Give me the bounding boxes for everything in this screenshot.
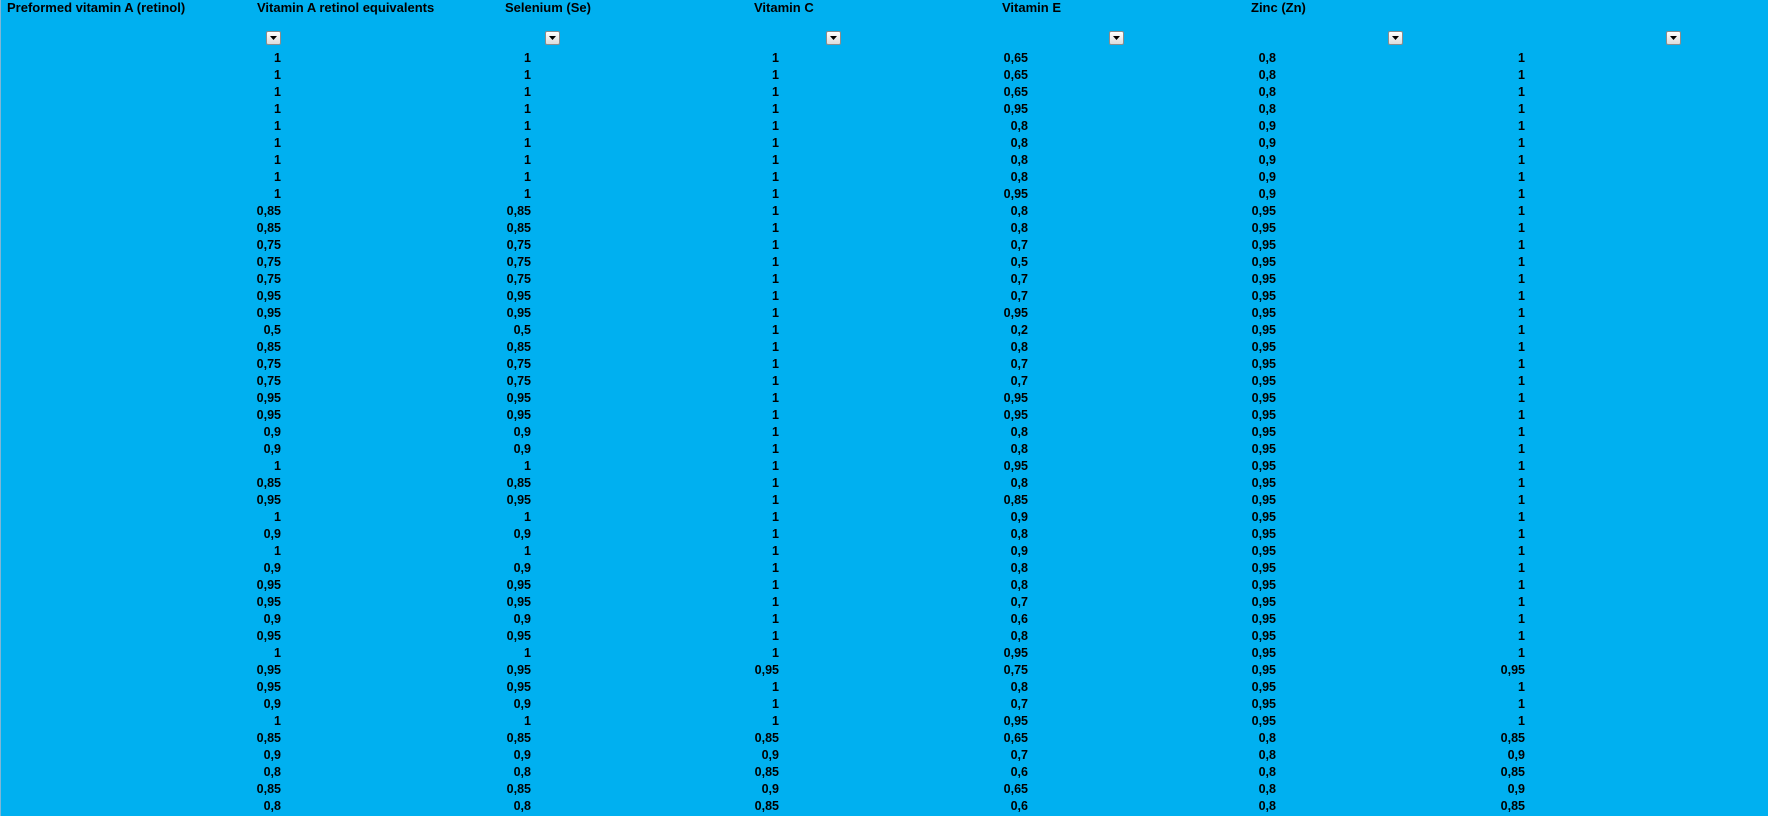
table-cell[interactable]: 0,8 (1010, 153, 1028, 167)
table-cell[interactable]: 0,85 (256, 221, 281, 235)
table-cell[interactable]: 1 (1518, 714, 1525, 728)
table-cell[interactable]: 1 (274, 510, 281, 524)
table-cell[interactable]: 1 (524, 510, 531, 524)
table-cell[interactable]: 0,85 (256, 731, 281, 745)
table-cell[interactable]: 1 (274, 119, 281, 133)
table-cell[interactable]: 1 (1518, 153, 1525, 167)
table-cell[interactable]: 0,95 (1003, 102, 1028, 116)
filter-dropdown-button[interactable] (1666, 31, 1681, 45)
table-cell[interactable]: 0,9 (1258, 119, 1276, 133)
table-cell[interactable]: 1 (1518, 391, 1525, 405)
table-cell[interactable]: 0,95 (1251, 408, 1276, 422)
table-cell[interactable]: 0,9 (513, 612, 531, 626)
table-cell[interactable]: 1 (524, 136, 531, 150)
table-cell[interactable]: 1 (524, 153, 531, 167)
table-cell[interactable]: 0,95 (1251, 238, 1276, 252)
table-cell[interactable]: 1 (1518, 629, 1525, 643)
table-cell[interactable]: 0,8 (1010, 425, 1028, 439)
table-cell[interactable]: 0,95 (1251, 697, 1276, 711)
table-cell[interactable]: 1 (772, 238, 779, 252)
table-cell[interactable]: 1 (1518, 323, 1525, 337)
table-cell[interactable]: 0,95 (1003, 391, 1028, 405)
table-cell[interactable]: 1 (1518, 374, 1525, 388)
table-cell[interactable]: 1 (1518, 51, 1525, 65)
table-cell[interactable]: 0,95 (256, 629, 281, 643)
table-cell[interactable]: 1 (1518, 493, 1525, 507)
table-cell[interactable]: 1 (772, 51, 779, 65)
table-cell[interactable]: 0,8 (263, 799, 281, 813)
table-cell[interactable]: 0,85 (1500, 731, 1525, 745)
table-cell[interactable]: 0,95 (506, 289, 531, 303)
table-cell[interactable]: 0,8 (1010, 136, 1028, 150)
table-cell[interactable]: 1 (1518, 527, 1525, 541)
table-cell[interactable]: 0,95 (1251, 340, 1276, 354)
table-cell[interactable]: 0,95 (1251, 374, 1276, 388)
table-cell[interactable]: 0,2 (1010, 323, 1028, 337)
table-cell[interactable]: 0,75 (256, 255, 281, 269)
table-cell[interactable]: 0,95 (1003, 646, 1028, 660)
table-cell[interactable]: 1 (772, 561, 779, 575)
table-cell[interactable]: 0,95 (256, 408, 281, 422)
table-cell[interactable]: 1 (772, 306, 779, 320)
table-cell[interactable]: 0,9 (263, 697, 281, 711)
table-cell[interactable]: 0,75 (506, 357, 531, 371)
table-cell[interactable]: 0,95 (1003, 187, 1028, 201)
table-cell[interactable]: 0,95 (1500, 663, 1525, 677)
column-cells (499, 50, 779, 815)
table-cell[interactable]: 1 (772, 170, 779, 184)
table-cell[interactable]: 1 (274, 714, 281, 728)
column-cells (748, 50, 1028, 815)
table-cell[interactable]: 0,85 (256, 476, 281, 490)
table-cell[interactable]: 0,9 (1010, 510, 1028, 524)
table-cell[interactable]: 0,8 (1010, 119, 1028, 133)
table-cell[interactable]: 1 (772, 85, 779, 99)
table-cell[interactable]: 0,95 (1251, 544, 1276, 558)
table-cell[interactable]: 0,8 (1010, 340, 1028, 354)
table-cell[interactable]: 0,9 (1507, 782, 1525, 796)
table-cell[interactable]: 1 (772, 476, 779, 490)
column-header[interactable]: Vitamin C (754, 0, 814, 15)
table-cell[interactable]: 0,5 (1010, 255, 1028, 269)
table-cell[interactable]: 0,95 (506, 306, 531, 320)
table-cell[interactable]: 1 (1518, 102, 1525, 116)
table-cell[interactable]: 1 (524, 544, 531, 558)
table-cell[interactable]: 1 (274, 51, 281, 65)
table-cell[interactable]: 1 (524, 119, 531, 133)
table-cell[interactable]: 1 (772, 153, 779, 167)
table-cell[interactable]: 0,75 (256, 238, 281, 252)
table-cell[interactable]: 0,95 (1251, 510, 1276, 524)
table-cell[interactable]: 1 (274, 646, 281, 660)
table-cell[interactable]: 0,95 (1251, 629, 1276, 643)
table-cell[interactable]: 0,8 (1010, 442, 1028, 456)
table-cell[interactable]: 0,75 (1003, 663, 1028, 677)
table-cell[interactable]: 1 (1518, 255, 1525, 269)
table-cell[interactable]: 0,85 (754, 731, 779, 745)
table-cell[interactable]: 0,75 (256, 374, 281, 388)
table-cell[interactable]: 0,95 (1251, 204, 1276, 218)
table-cell[interactable]: 0,95 (1251, 646, 1276, 660)
table-cell[interactable]: 0,95 (1251, 357, 1276, 371)
table-cell[interactable]: 0,95 (1251, 527, 1276, 541)
table-cell[interactable]: 0,5 (513, 323, 531, 337)
table-cell[interactable]: 0,95 (506, 493, 531, 507)
table-cell[interactable]: 1 (772, 272, 779, 286)
table-cell[interactable]: 0,7 (1010, 289, 1028, 303)
table-cell[interactable]: 1 (1518, 442, 1525, 456)
table-cell[interactable]: 1 (1518, 357, 1525, 371)
table-cell[interactable]: 0,9 (513, 561, 531, 575)
table-cell[interactable]: 0,8 (1010, 204, 1028, 218)
table-cell[interactable]: 0,75 (256, 357, 281, 371)
table-cell[interactable]: 0,9 (513, 425, 531, 439)
table-cell[interactable]: 0,9 (263, 527, 281, 541)
column-cells (1, 50, 281, 815)
table-cell[interactable]: 1 (274, 187, 281, 201)
table-cell[interactable]: 0,8 (1258, 51, 1276, 65)
table-cell[interactable]: 1 (1518, 697, 1525, 711)
table-cell[interactable]: 0,85 (506, 221, 531, 235)
chevron-down-icon (1670, 36, 1677, 41)
table-cell[interactable]: 1 (524, 170, 531, 184)
table-cell[interactable]: 0,65 (1003, 51, 1028, 65)
table-cell[interactable]: 1 (1518, 85, 1525, 99)
table-cell[interactable]: 1 (772, 340, 779, 354)
table-cell[interactable]: 0,9 (263, 442, 281, 456)
table-cell[interactable]: 1 (772, 374, 779, 388)
table-cell[interactable]: 0,8 (1010, 561, 1028, 575)
table-cell[interactable]: 0,95 (1251, 459, 1276, 473)
table-cell[interactable]: 1 (772, 510, 779, 524)
table-cell[interactable]: 1 (772, 493, 779, 507)
table-cell[interactable]: 0,7 (1010, 697, 1028, 711)
table-cell[interactable]: 1 (524, 646, 531, 660)
table-cell[interactable]: 0,8 (1258, 85, 1276, 99)
table-cell[interactable]: 1 (772, 221, 779, 235)
table-cell[interactable]: 0,85 (256, 204, 281, 218)
table-cell[interactable]: 1 (772, 68, 779, 82)
table-cell[interactable]: 1 (772, 595, 779, 609)
table-cell[interactable]: 0,95 (1251, 612, 1276, 626)
table-cell[interactable]: 1 (772, 408, 779, 422)
table-cell[interactable]: 0,8 (1258, 68, 1276, 82)
table-cell[interactable]: 1 (772, 102, 779, 116)
table-cell[interactable]: 0,6 (1010, 765, 1028, 779)
table-cell[interactable]: 0,95 (256, 306, 281, 320)
table-cell[interactable]: 0,95 (1251, 578, 1276, 592)
table-cell[interactable]: 0,85 (1003, 493, 1028, 507)
table-cell[interactable]: 0,95 (1003, 408, 1028, 422)
table-cell[interactable]: 0,85 (506, 340, 531, 354)
table-cell[interactable]: 0,8 (1010, 476, 1028, 490)
table-cell[interactable]: 1 (772, 323, 779, 337)
table-cell[interactable]: 0,95 (506, 595, 531, 609)
table-cell[interactable]: 0,75 (506, 374, 531, 388)
table-cell[interactable]: 0,95 (256, 578, 281, 592)
table-cell[interactable]: 0,9 (1258, 136, 1276, 150)
table-cell[interactable]: 1 (1518, 680, 1525, 694)
table-cell[interactable]: 0,7 (1010, 374, 1028, 388)
table-cell[interactable]: 1 (772, 442, 779, 456)
table-cell[interactable]: 1 (1518, 425, 1525, 439)
table-cell[interactable]: 0,9 (513, 697, 531, 711)
table-cell[interactable]: 0,75 (256, 272, 281, 286)
table-cell[interactable]: 0,95 (1251, 714, 1276, 728)
table-cell[interactable]: 0,8 (1010, 527, 1028, 541)
table-cell[interactable]: 1 (274, 136, 281, 150)
table-cell[interactable]: 0,65 (1003, 782, 1028, 796)
table-cell[interactable]: 0,95 (1251, 561, 1276, 575)
table-cell[interactable]: 1 (772, 612, 779, 626)
table-cell[interactable]: 1 (1518, 170, 1525, 184)
table-cell[interactable]: 1 (524, 714, 531, 728)
table-cell[interactable]: 0,85 (754, 765, 779, 779)
table-cell[interactable]: 0,85 (1500, 765, 1525, 779)
table-cell[interactable]: 1 (1518, 340, 1525, 354)
table-cell[interactable]: 1 (1518, 476, 1525, 490)
column-6 (1245, 0, 1565, 816)
table-cell[interactable]: 1 (1518, 459, 1525, 473)
table-cell[interactable]: 1 (1518, 510, 1525, 524)
table-cell[interactable]: 1 (274, 153, 281, 167)
table-cell[interactable]: 0,95 (754, 663, 779, 677)
table-cell[interactable]: 0,95 (1003, 714, 1028, 728)
column-cells (1245, 50, 1525, 815)
table-cell[interactable]: 0,85 (1500, 799, 1525, 813)
table-cell[interactable]: 0,65 (1003, 68, 1028, 82)
table-cell[interactable]: 0,85 (506, 782, 531, 796)
table-cell[interactable]: 0,7 (1010, 238, 1028, 252)
table-cell[interactable]: 0,9 (263, 561, 281, 575)
table-cell[interactable]: 1 (274, 102, 281, 116)
table-cell[interactable]: 1 (1518, 561, 1525, 575)
table-cell[interactable]: 1 (772, 459, 779, 473)
table-cell[interactable]: 0,8 (1258, 102, 1276, 116)
table-cell[interactable]: 0,95 (1251, 493, 1276, 507)
table-cell[interactable]: 1 (772, 187, 779, 201)
table-cell[interactable]: 1 (524, 85, 531, 99)
table-cell[interactable]: 0,95 (506, 578, 531, 592)
table-cell[interactable]: 0,9 (513, 527, 531, 541)
table-cell[interactable]: 0,9 (1507, 748, 1525, 762)
table-cell[interactable]: 0,85 (256, 782, 281, 796)
table-cell[interactable]: 0,7 (1010, 595, 1028, 609)
table-cell[interactable]: 1 (772, 680, 779, 694)
table-cell[interactable]: 1 (274, 68, 281, 82)
table-cell[interactable]: 1 (772, 544, 779, 558)
table-cell[interactable]: 0,9 (1258, 153, 1276, 167)
table-cell[interactable]: 1 (772, 136, 779, 150)
table-cell[interactable]: 0,95 (256, 595, 281, 609)
table-cell[interactable]: 0,65 (1003, 731, 1028, 745)
table-cell[interactable]: 0,95 (506, 680, 531, 694)
table-cell[interactable]: 0,95 (1251, 289, 1276, 303)
table-cell[interactable]: 1 (772, 391, 779, 405)
table-cell[interactable]: 1 (772, 425, 779, 439)
table-cell[interactable]: 1 (772, 578, 779, 592)
table-cell[interactable]: 0,95 (1251, 255, 1276, 269)
table-cell[interactable]: 0,8 (1010, 578, 1028, 592)
table-cell[interactable]: 1 (524, 51, 531, 65)
table-cell[interactable]: 0,95 (1251, 663, 1276, 677)
column-cells (996, 50, 1276, 815)
table-cell[interactable]: 1 (274, 85, 281, 99)
table-cell[interactable]: 1 (772, 204, 779, 218)
table-cell[interactable]: 0,6 (1010, 799, 1028, 813)
table-cell[interactable]: 0,95 (1251, 680, 1276, 694)
table-cell[interactable]: 1 (772, 646, 779, 660)
column-cells (251, 50, 531, 815)
table-cell[interactable]: 0,95 (256, 663, 281, 677)
table-cell[interactable]: 0,8 (1258, 782, 1276, 796)
table-cell[interactable]: 1 (1518, 612, 1525, 626)
table-cell[interactable]: 1 (772, 357, 779, 371)
table-cell[interactable]: 0,85 (506, 204, 531, 218)
table-cell[interactable]: 1 (1518, 204, 1525, 218)
table-cell[interactable]: 0,85 (506, 731, 531, 745)
table-cell[interactable]: 0,9 (263, 425, 281, 439)
table-cell[interactable]: 0,95 (1251, 425, 1276, 439)
table-cell[interactable]: 1 (524, 459, 531, 473)
table-cell[interactable]: 1 (772, 629, 779, 643)
table-cell[interactable]: 0,8 (1258, 765, 1276, 779)
table-cell[interactable]: 1 (524, 102, 531, 116)
table-cell[interactable]: 0,6 (1010, 612, 1028, 626)
table-cell[interactable]: 0,95 (1251, 272, 1276, 286)
table-cell[interactable]: 0,8 (1010, 680, 1028, 694)
table-cell[interactable]: 0,5 (263, 323, 281, 337)
table-cell[interactable]: 0,95 (256, 391, 281, 405)
table-cell[interactable]: 0,65 (1003, 85, 1028, 99)
table-cell[interactable]: 0,95 (256, 289, 281, 303)
table-cell[interactable]: 0,95 (1251, 221, 1276, 235)
table-cell[interactable]: 0,95 (506, 629, 531, 643)
table-cell[interactable]: 0,95 (1251, 323, 1276, 337)
table-cell[interactable]: 1 (1518, 595, 1525, 609)
column-header[interactable]: Vitamin E (1002, 0, 1062, 15)
table-cell[interactable]: 1 (1518, 187, 1525, 201)
table-cell[interactable]: 0,95 (1003, 459, 1028, 473)
table-cell[interactable]: 0,9 (263, 612, 281, 626)
table-cell[interactable]: 1 (524, 187, 531, 201)
table-cell[interactable]: 0,95 (506, 391, 531, 405)
table-cell[interactable]: 1 (1518, 238, 1525, 252)
table-cell[interactable]: 0,75 (506, 272, 531, 286)
table-cell[interactable]: 0,7 (1010, 272, 1028, 286)
table-cell[interactable]: 0,9 (761, 782, 779, 796)
table-cell[interactable]: 0,7 (1010, 748, 1028, 762)
table-cell[interactable]: 1 (1518, 221, 1525, 235)
table-cell[interactable]: 0,8 (513, 765, 531, 779)
table-cell[interactable]: 1 (772, 527, 779, 541)
table-cell[interactable]: 1 (274, 544, 281, 558)
table-cell[interactable]: 0,8 (1010, 221, 1028, 235)
table-cell[interactable]: 0,95 (506, 408, 531, 422)
table-cell[interactable]: 0,75 (506, 238, 531, 252)
table-cell[interactable]: 0,9 (761, 748, 779, 762)
table-cell[interactable]: 0,9 (1010, 544, 1028, 558)
table-cell[interactable]: 1 (772, 289, 779, 303)
table-cell[interactable]: 1 (1518, 136, 1525, 150)
table-cell[interactable]: 0,9 (1258, 170, 1276, 184)
table-cell[interactable]: 1 (1518, 408, 1525, 422)
table-cell[interactable]: 0,8 (1258, 799, 1276, 813)
table-cell[interactable]: 1 (1518, 289, 1525, 303)
table-cell[interactable]: 0,95 (256, 493, 281, 507)
table-cell[interactable]: 0,95 (1003, 306, 1028, 320)
table-cell[interactable]: 0,8 (1258, 731, 1276, 745)
column-header[interactable]: Preformed vitamin A (retinol) (7, 0, 186, 15)
table-cell[interactable]: 0,85 (506, 476, 531, 490)
table-cell[interactable]: 1 (524, 68, 531, 82)
table-cell[interactable]: 0,9 (513, 748, 531, 762)
table-cell[interactable]: 0,9 (513, 442, 531, 456)
table-cell[interactable]: 0,8 (263, 765, 281, 779)
table-cell[interactable]: 0,95 (1251, 442, 1276, 456)
table-cell[interactable]: 1 (772, 714, 779, 728)
table-cell[interactable]: 0,95 (1251, 391, 1276, 405)
table-cell[interactable]: 0,95 (1251, 306, 1276, 320)
column-header[interactable]: Selenium (Se) (505, 0, 591, 15)
table-cell[interactable]: 1 (1518, 306, 1525, 320)
table-cell[interactable]: 0,85 (256, 340, 281, 354)
table-cell[interactable]: 1 (1518, 272, 1525, 286)
table-cell[interactable]: 1 (772, 255, 779, 269)
table-cell[interactable]: 0,8 (1010, 629, 1028, 643)
table-cell[interactable]: 1 (274, 170, 281, 184)
column-header[interactable]: Vitamin A retinol equivalents (257, 0, 435, 15)
table-cell[interactable]: 0,95 (1251, 595, 1276, 609)
table-cell[interactable]: 0,8 (513, 799, 531, 813)
table-cell[interactable]: 0,9 (263, 748, 281, 762)
table-cell[interactable]: 0,85 (754, 799, 779, 813)
table-cell[interactable]: 1 (1518, 544, 1525, 558)
column-header[interactable]: Zinc (Zn) (1251, 0, 1306, 15)
table-cell[interactable]: 1 (772, 697, 779, 711)
table-cell[interactable]: 0,9 (1258, 187, 1276, 201)
table-cell[interactable]: 1 (1518, 119, 1525, 133)
table-cell[interactable]: 0,95 (506, 663, 531, 677)
table-cell[interactable]: 0,95 (1251, 476, 1276, 490)
table-cell[interactable]: 0,8 (1258, 748, 1276, 762)
table-cell[interactable]: 0,7 (1010, 357, 1028, 371)
table-cell[interactable]: 1 (1518, 578, 1525, 592)
table-cell[interactable]: 0,8 (1010, 170, 1028, 184)
table-cell[interactable]: 1 (274, 459, 281, 473)
table-cell[interactable]: 1 (772, 119, 779, 133)
table-cell[interactable]: 1 (1518, 68, 1525, 82)
table-cell[interactable]: 0,75 (506, 255, 531, 269)
table-cell[interactable]: 0,95 (256, 680, 281, 694)
table-cell[interactable]: 1 (1518, 646, 1525, 660)
